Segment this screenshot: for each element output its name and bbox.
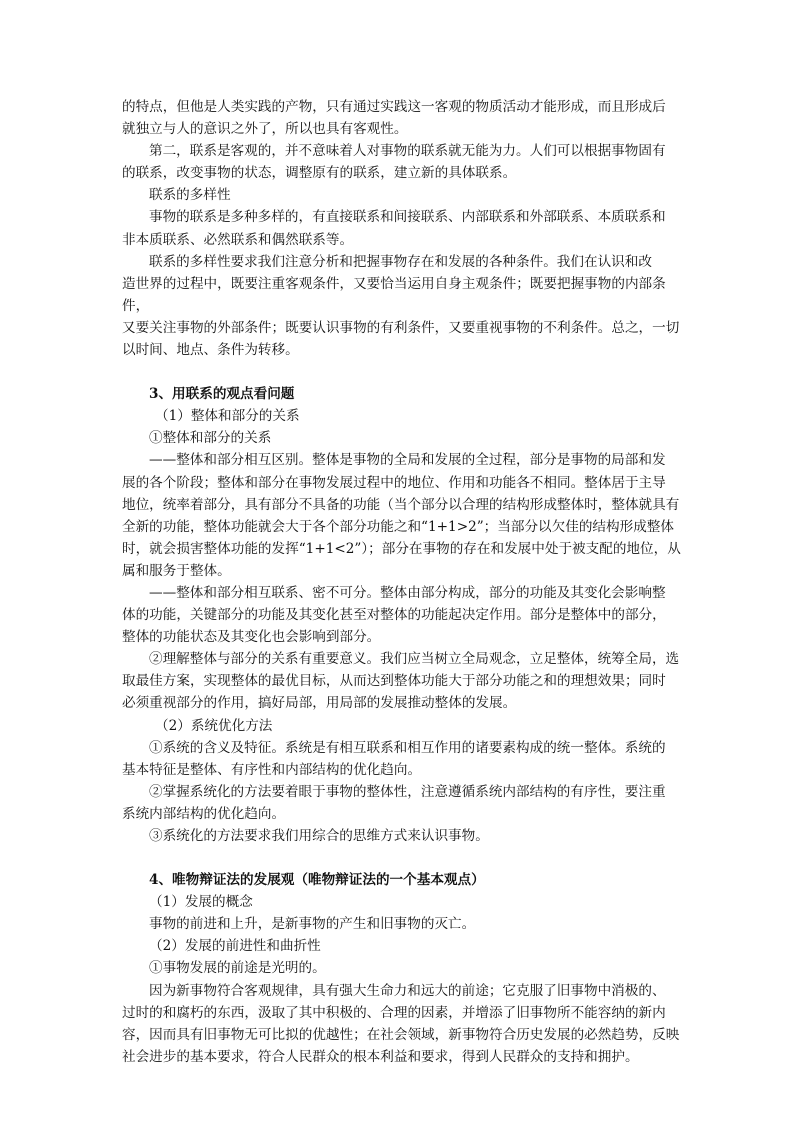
text-line: 就独立与人的意识之外了，所以也具有客观性。 [122,121,408,138]
text-line: （2）发展的前进性和曲折性 [149,938,321,955]
text-line: 社会进步的基本要求，符合人民群众的根本利益和要求，得到人民群众的支持和拥护。 [122,1048,639,1065]
text-line: 整体的功能状态及其变化也会影响到部分。 [122,629,381,646]
text-line: ①事物发展的前途是光明的。 [149,960,326,977]
text-line: 事物的联系是多种多样的，有直接联系和间接联系、内部联系和外部联系、本质联系和 [149,209,666,226]
text-line: ①系统的含义及特征。系统是有相互联系和相互作用的诸要素构成的统一整体。系统的 [149,739,666,756]
text-line: 第二，联系是客观的，并不意味着人对事物的联系就无能为力。人们可以根据事物固有 [149,143,666,160]
blank-line [122,847,680,869]
text-line: 容，因而具有旧事物无可比拟的优越性；在社会领域，新事物符合历史发展的必然趋势，反映 [122,1026,680,1043]
text-line: ②掌握系统化的方法要着眼于事物的整体性，注意遵循系统内部结构的有序性，要注重 [149,783,666,800]
text-line: 体的功能，关键部分的功能及其变化甚至对整体的功能起决定作用。部分是整体中的部分， [122,607,666,624]
text-line: 联系的多样性 [149,187,231,204]
text-line: 全新的功能，整体功能就会大于各个部分功能之和“1+1>2”；当部分以欠佳的结构形成整体 [122,518,674,535]
text-line: ——整体和部分相互区别。整体是事物的全局和发展的全过程，部分是事物的局部和发 [149,452,666,469]
text-line: 4、唯物辩证法的发展观（唯物辩证法的一个基本观点） [149,872,485,889]
text-line: （1）发展的概念 [149,894,253,911]
text-line: ①整体和部分的关系 [149,430,272,447]
text-line: 因为新事物符合客观规律，具有强大生命力和远大的前途；它克服了旧事物中消极的、 [149,982,666,999]
text-line: 基本特征是整体、有序性和内部结构的优化趋向。 [122,761,422,778]
text-line: （1）整体和部分的关系 [155,408,300,425]
blank-line [122,361,680,383]
text-line: 造世界的过程中，既要注重客观条件，又要恰当运用自身主观条件；既要把握事物的内部条 [122,275,666,292]
text-line: 的联系，改变事物的状态，调整原有的联系，建立新的具体联系。 [122,165,517,182]
text-line: ③系统化的方法要求我们用综合的思维方式来认识事物。 [149,828,489,844]
text-line: 过时的和腐朽的东西，汲取了其中积极的、合理的因素，并增添了旧事物所不能容纳的新内 [122,1004,666,1021]
text-line: 事物的前进和上升，是新事物的产生和旧事物的灭亡。 [149,916,476,933]
text-line: 取最佳方案，实现整体的最优目标，从而达到整体功能大于部分功能之和的理想效果；同时 [122,673,666,690]
text-line: 非本质联系、必然联系和偶然联系等。 [122,231,354,248]
document-body [122,96,680,1068]
text-line: ②理解整体与部分的关系有重要意义。我们应当树立全局观念，立足整体，统筹全局，选 [149,651,680,668]
text-line: 属和服务于整体。 [122,562,231,579]
text-line: ——整体和部分相互联系、密不可分。整体由部分构成，部分的功能及其变化会影响整 [149,584,666,601]
text-line: 的特点，但他是人类实践的产物，只有通过实践这一客观的物质活动才能形成，而且形成后 [122,99,666,115]
text-line: 以时间、地点、条件为转移。 [122,342,299,359]
text-line: 3、用联系的观点看问题 [149,386,295,403]
text-line: 系统内部结构的优化趋向。 [122,805,286,822]
text-line: （2）系统优化方法 [155,717,273,734]
text-line: 展的各个阶段；整体和部分在事物发展过程中的地位、作用和功能各不相同。整体居于主导 [122,474,666,491]
text-line: 件， [122,297,150,314]
text-line: 时，就会损害整体功能的发挥“1+1<2”）；部分在事物的存在和发展中处于被支配的地位，从 [122,540,681,557]
text-line: 联系的多样性要求我们注意分析和把握事物存在和发展的各种条件。我们在认识和改 [149,253,652,270]
text-line: 又要关注事物的外部条件；既要认识事物的有利条件，又要重视事物的不利条件。总之，一切 [122,319,680,336]
text-line: 地位，统率着部分，具有部分不具备的功能（当个部分以合理的结构形成整体时，整体就具有 [122,496,680,513]
text-line: 必须重视部分的作用，搞好局部，用局部的发展推动整体的发展。 [122,695,517,712]
